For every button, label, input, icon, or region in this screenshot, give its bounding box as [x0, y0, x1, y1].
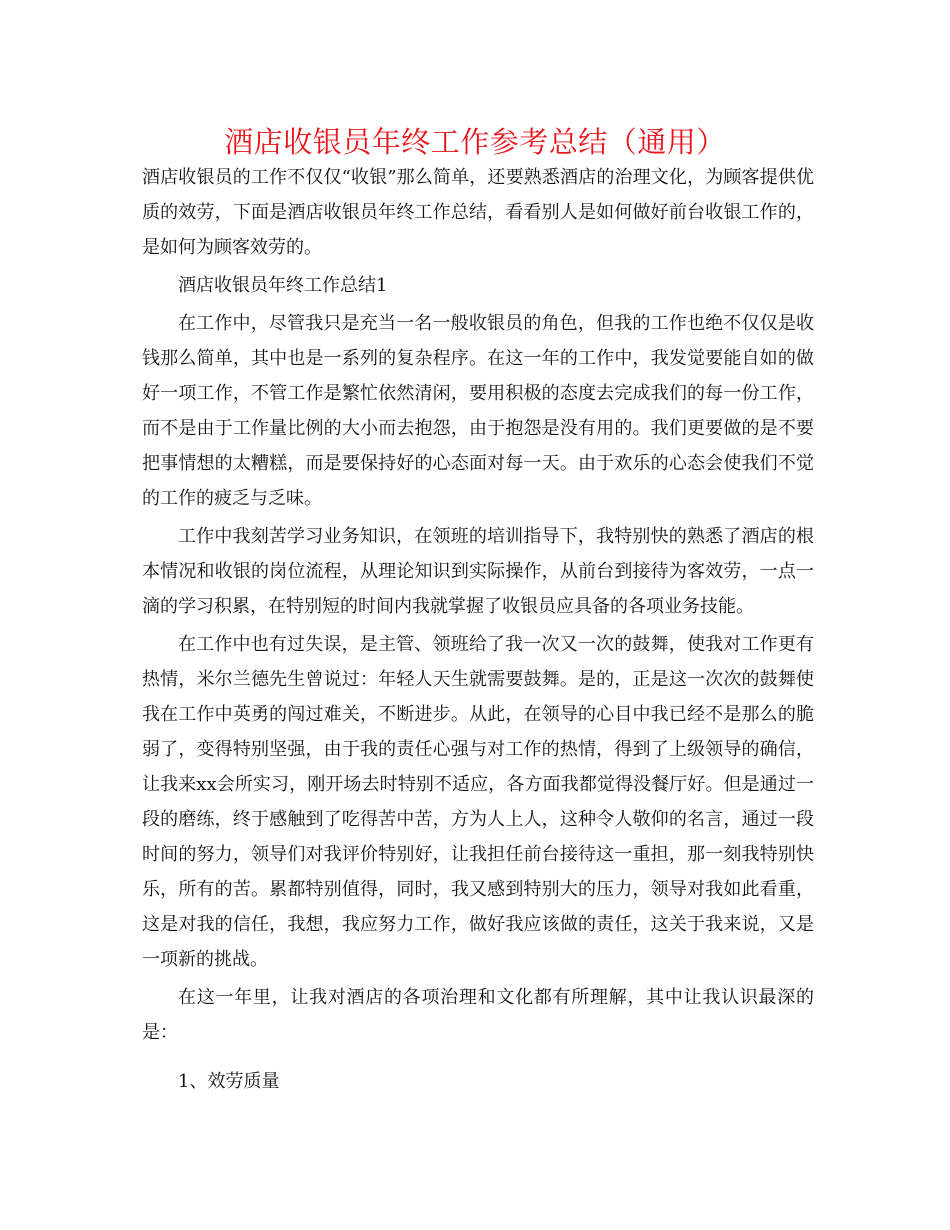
body-paragraph: 在工作中也有过失误，是主管、领班给了我一次又一次的鼓舞，使我对工作更有热情，米尔兰德先生曾说过：年轻人天生就需要鼓舞。是的，正是这一次次的鼓舞使我在工作中英勇的闯过难关，不断进步。从此，在领导的心目中我已经不是那么的脆弱了，变得特别坚强，由于我的责任心强与对工作的热情，得到了上级领导的确信，让我来xx会所实习，刚开场去时特别不适应，各方面我都觉得没餐厅好。但是通过一段的磨练，终于感触到了吃得苦中苦，方为人上人，这种令人敬仰的名言，通过一段时间的努力，领导们对我评价特别好，让我担任前台接待这一重担，那一刻我特别快乐，所有的苦。累都特别值得，同时，我又感到特别大的压力，领导对我如此看重，这是对我的信任，我想，我应努力工作，做好我应该做的责任，这关于我来说，又是一项新的挑战。 — [142, 634, 814, 970]
body-paragraph: 工作中我刻苦学习业务知识，在领班的培训指导下，我特别快的熟悉了酒店的根本情况和收银的岗位流程，从理论知识到实际操作，从前台到接待为客效劳，一点一滴的学习积累，在特别短的时间内我就掌握了收银员应具备的各项业务技能。 — [142, 526, 814, 617]
list-item-heading: 1、效劳质量 — [178, 1071, 280, 1092]
document-body — [142, 160, 814, 1099]
intro-paragraph: 酒店收银员的工作不仅仅“收银”那么简单，还要熟悉酒店的治理文化，为顾客提供优质的效劳，下面是酒店收银员年终工作总结，看看别人是如何做好前台收银工作的，是如何为顾客效劳的。 — [142, 167, 814, 258]
section-heading: 酒店收银员年终工作总结1 — [178, 275, 388, 296]
document-title: 酒店收银员年终工作参考总结（通用） — [224, 125, 726, 159]
body-paragraph: 在这一年里，让我对酒店的各项治理和文化都有所理解，其中让我认识最深的是： — [142, 987, 814, 1043]
body-paragraph: 在工作中，尽管我只是充当一名一般收银员的角色，但我的工作也绝不仅仅是收钱那么简单，其中也是一系列的复杂程序。在这一年的工作中，我发觉要能自如的做好一项工作，不管工作是繁忙依然清闲，要用积极的态度去完成我们的每一份工作，而不是由于工作量比例的大小而去抱怨，由于抱怨是没有用的。我们更要做的是不要把事情想的太糟糕，而是要保持好的心态面对每一天。由于欢乐的心态会使我们不觉的工作的疲乏与乏味。 — [142, 313, 814, 509]
